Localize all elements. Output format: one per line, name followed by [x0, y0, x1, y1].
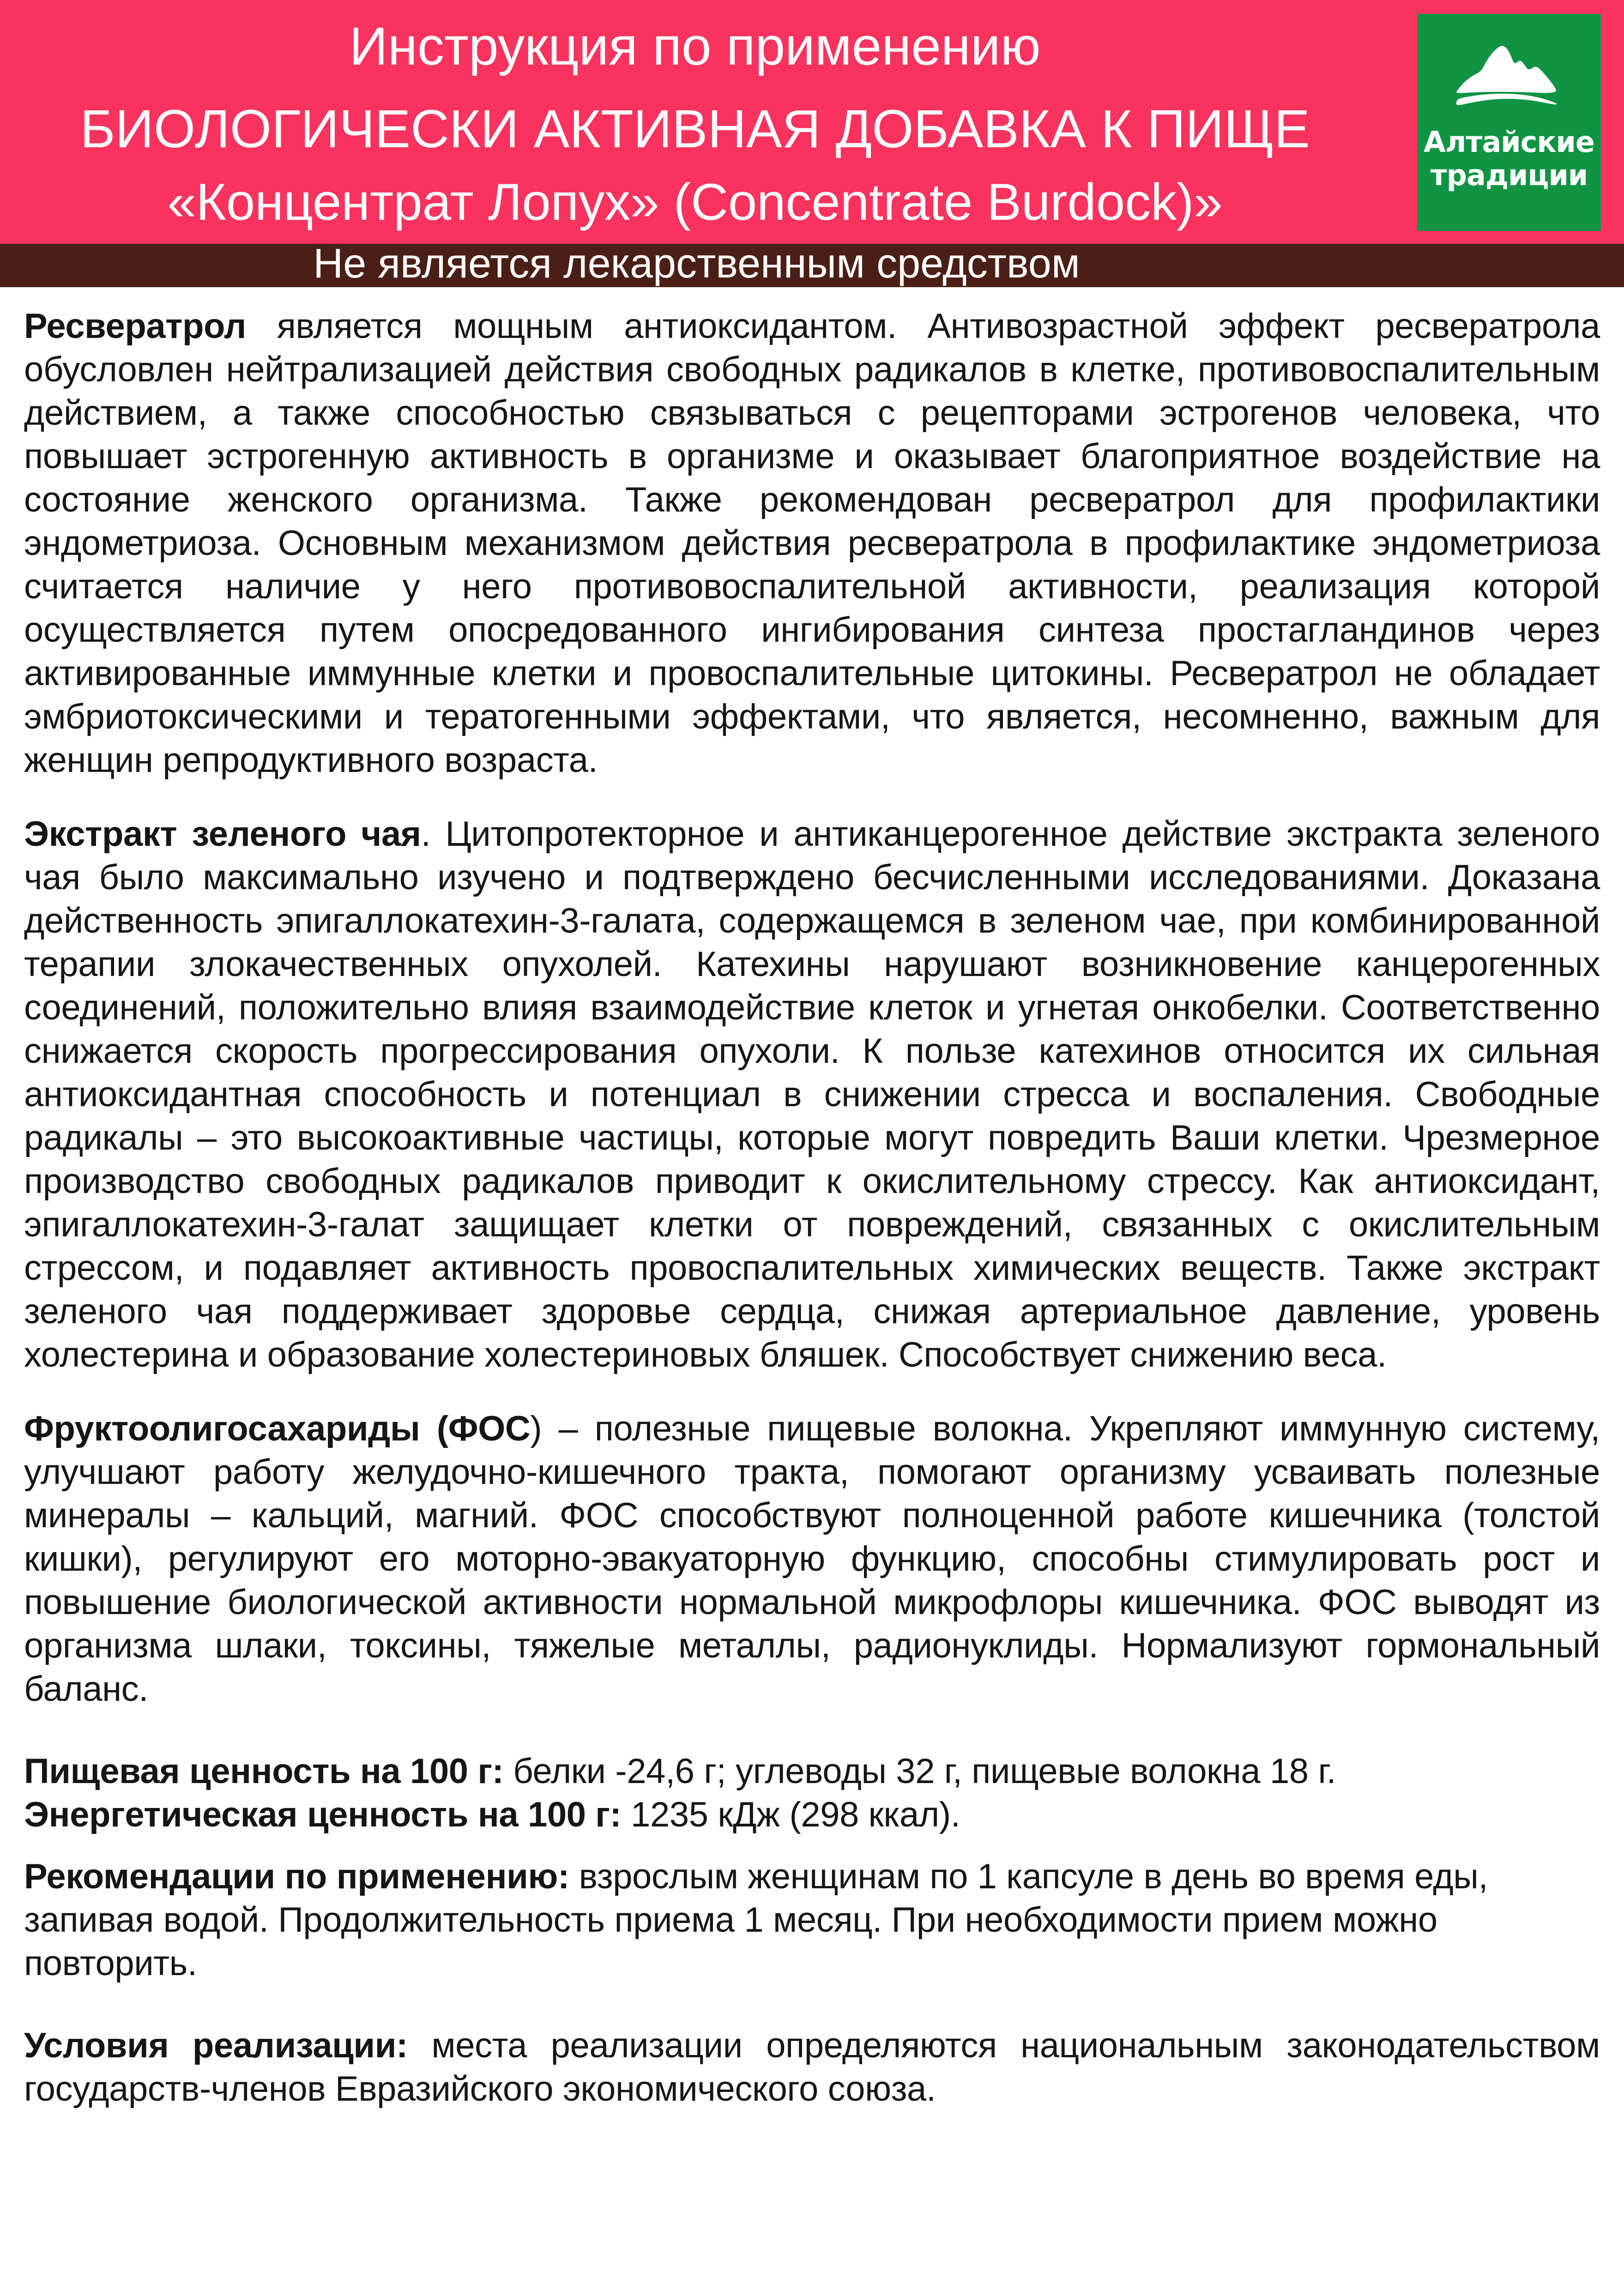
text-resveratrol: является мощным антиоксидантом. Антивозрастной эффект ресвератрола обусловлен нейтрализацией действия свободных радикалов в клетке, противовоспалительным действием, а также способностью связываться с рецепторами эстрогенов человека, что повышает эстрогенную активность в организме и оказывает благоприятное воздействие на состояние женского организма. Также рекомендован ресвератрол для профилактики эндометриоза. Основным механизмом действия ресвератрола в профилактике эндометриоза считается наличие у него противовоспалительной активности, реализация которой осуществляется путем опосредованного ингибирования синтеза простагландинов через активированные иммунные клетки и провоспалительные цитокины. Ресвератрол не обладает эмбриотоксическими и тератогенными эффектами, что является, несомненно, важным для женщин репродуктивного возраста.: [24, 307, 1600, 780]
paragraph-green-tea: [24, 813, 1600, 1377]
text-nutrition: белки -24,6 г; углеводы 32 г, пищевые волокна 18 г.: [503, 1752, 1336, 1791]
product-category-title: БИОЛОГИЧЕСКИ АКТИВНАЯ ДОБАВКА К ПИЩЕ: [80, 99, 1310, 159]
instruction-title: Инструкция по применению: [349, 16, 1041, 76]
brand-logo-text: [1424, 126, 1594, 192]
spacer: [24, 1397, 1600, 1407]
text-sale-conditions: места реализации определяются национальным законодательством государств-членов Евразийского экономического союза.: [24, 2026, 1600, 2109]
text-usage: взрослым женщинам по 1 капсуле в день во время еды, запивая водой. Продолжительность приема 1 месяц. При необходимости прием можно повторить.: [24, 1857, 1488, 1983]
heading-green-tea: Экстракт зеленого чая: [24, 814, 421, 854]
product-name-title: «Концентрат Лопух» (Concentrate Burdock)»: [167, 173, 1223, 231]
paragraph-energy: [24, 1793, 1600, 1837]
paragraph-sale-conditions: [24, 2024, 1600, 2111]
paragraph-fos: [24, 1407, 1600, 1711]
heading-nutrition: Пищевая ценность на 100 г:: [24, 1752, 504, 1791]
mountain-river-icon: [1451, 40, 1567, 114]
text-green-tea: . Цитопротекторное и антиканцерогенное действие экстракта зеленого чая было максимально изучено и подтверждено бесчисленными исследованиями. Доказана действенность эпигаллокатехин-3-галата, содержащемся в зеленом чае, при комбинированной терапии злокачественных опухолей. Катехины нарушают возникновение канцерогенных соединений, положительно влияя взаимодействие клеток и угнетая онкобелки. Соответственно снижается скорость прогрессирования опухоли. К пользе катехинов относится их сильная антиоксидантная способность и потенциал в снижении стресса и воспаления. Свободные радикалы – это высокоактивные частицы, которые могут повредить Ваши клетки. Чрезмерное производство свободных радикалов приводит к окислительному стрессу. Как антиоксидант, эпигаллокатехин-3-галат защищает клетки от повреждений, связанных с окислительным стрессом, и подавляет активность провоспалительных химических веществ. Также экстракт зеленого чая поддерживает здоровье сердца, снижая артериальное давление, уровень холестерина и образование холестериновых бляшек. Способствует снижению веса.: [24, 814, 1600, 1374]
heading-resveratrol: Ресвератрол: [24, 307, 247, 346]
brand-logo-line2: традиции: [1430, 158, 1588, 192]
page-header: [0, 0, 1624, 244]
spacer: [24, 1837, 1600, 1855]
paragraph-nutrition: [24, 1750, 1600, 1793]
disclaimer-text: Не является лекарственным средством: [313, 241, 1080, 287]
nutrition-facts: [24, 1750, 1600, 1837]
heading-energy: Энергетическая ценность на 100 г:: [24, 1795, 622, 1834]
paragraph-resveratrol: [24, 305, 1600, 782]
text-fos: ) – полезные пищевые волокна. Укрепляют иммунную систему, улучшают работу желудочно-кишечного тракта, помогают организму усваивать полезные минералы – кальций, магний. ФОС способствуют полноценной работе кишечника (толстой кишки), регулируют его моторно-эвакуаторную функцию, способны стимулировать рост и повышение биологической активности нормальной микрофлоры кишечника. ФОС выводят из организма шлаки, токсины, тяжелые металлы, радионуклиды. Нормализуют гормональный баланс.: [24, 1409, 1600, 1709]
heading-sale-conditions: Условия реализации:: [24, 2026, 408, 2065]
heading-usage: Рекомендации по применению:: [24, 1857, 569, 1896]
disclaimer-bar: [0, 241, 1624, 287]
heading-fos: Фруктоолигосахариды (ФОС: [24, 1409, 531, 1448]
text-energy: 1235 кДж (298 ккал).: [621, 1795, 960, 1834]
spacer: [24, 2006, 1600, 2024]
spacer: [24, 802, 1600, 813]
brand-logo: [1417, 14, 1601, 231]
brand-logo-line1: Алтайские: [1424, 125, 1594, 159]
spacer: [24, 1731, 1600, 1750]
header-title-group: [0, 17, 1390, 233]
instruction-body: [0, 287, 1624, 2111]
paragraph-usage: [24, 1855, 1600, 1985]
